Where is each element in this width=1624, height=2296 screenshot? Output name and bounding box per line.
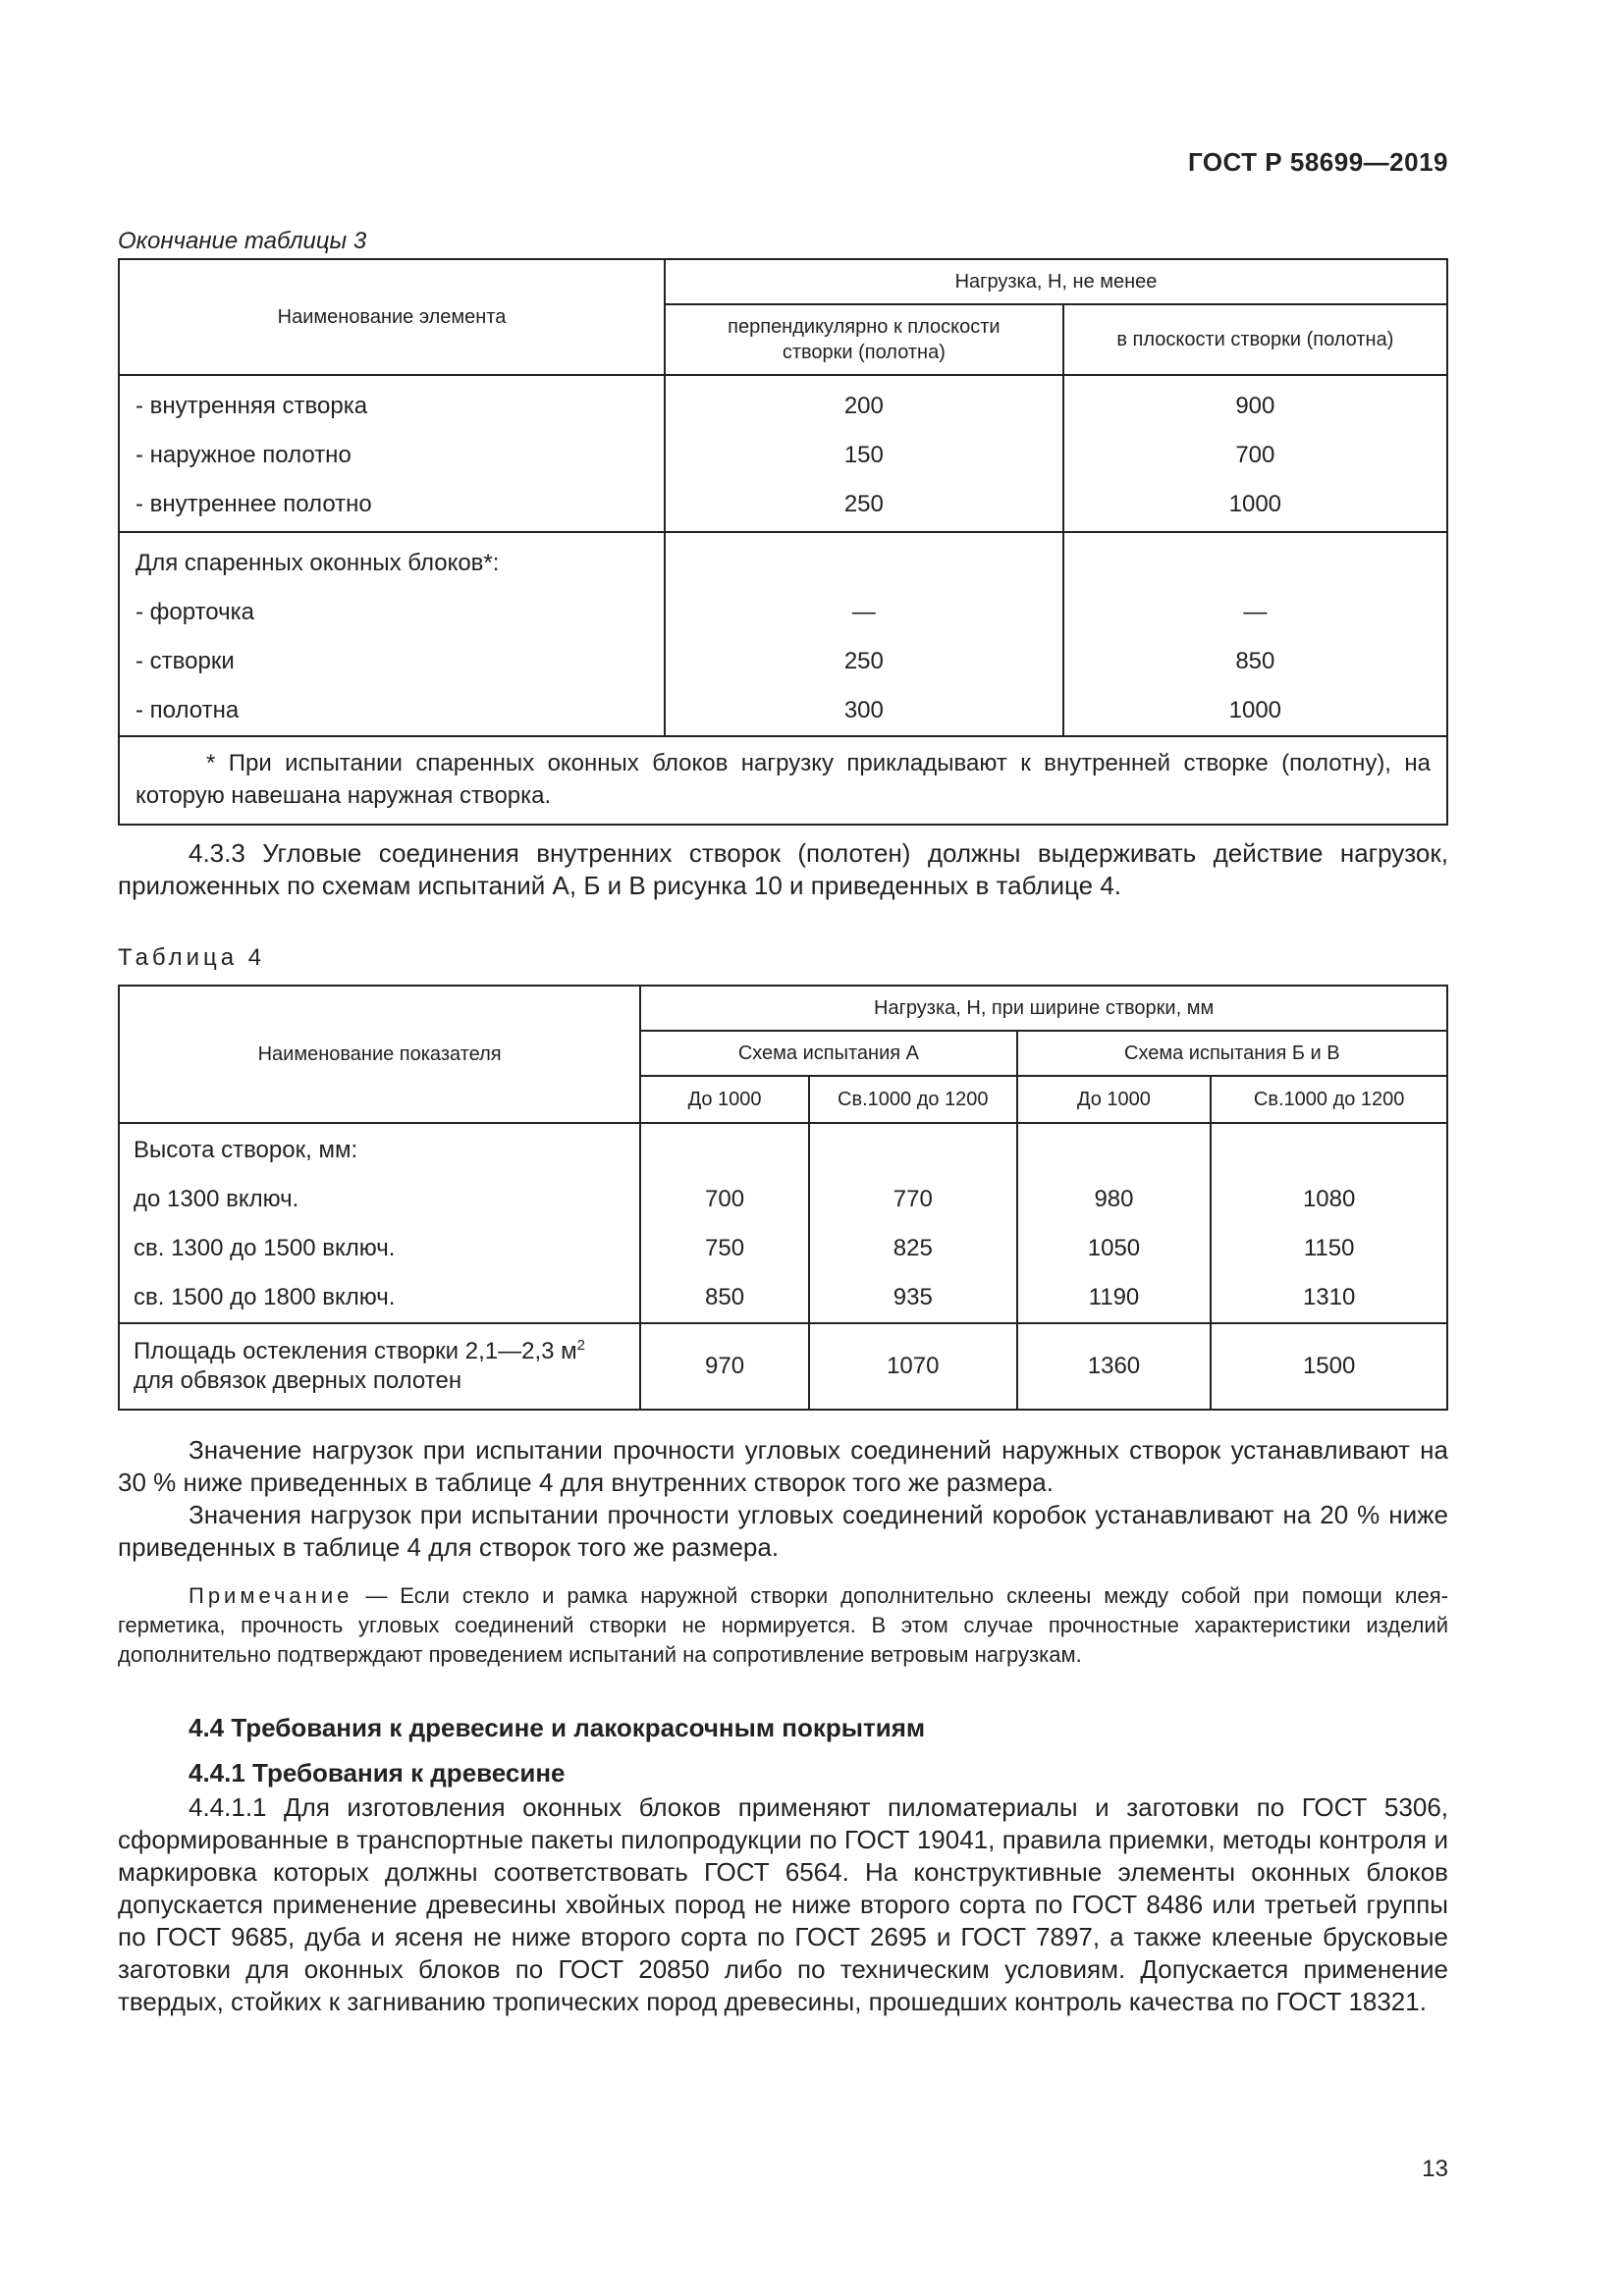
note-label: Примечание <box>189 1583 353 1608</box>
t3-cell-plane: — <box>1243 599 1268 625</box>
t3-cell-plane: 1000 <box>1228 491 1282 517</box>
t3-cell-perp: 150 <box>843 442 884 468</box>
t3-row-name: - внутреннее полотно <box>135 491 372 517</box>
t3-header-perp: перпендикулярно к плоскости створки (полотна) <box>665 304 1063 375</box>
t3-cell-perp: 200 <box>843 393 884 419</box>
t4-header-name: Наименование показателя <box>119 986 640 1123</box>
t3-group-1 <box>119 375 1447 532</box>
t4-row-name: св. 1300 до 1500 включ. <box>134 1235 396 1261</box>
t4-cell: 970 <box>640 1323 809 1410</box>
t4-cell: 1070 <box>809 1323 1017 1410</box>
t4-cell: 1080 <box>1302 1186 1356 1212</box>
t3-row-name: - наружное полотно <box>135 442 352 468</box>
t3-row-name: - створки <box>135 648 235 674</box>
standard-header: ГОСТ Р 58699—2019 <box>1187 147 1448 177</box>
table3-caption: Окончание таблицы 3 <box>118 228 367 254</box>
t3-cell-plane: 850 <box>1235 648 1275 674</box>
t4-header-scheme-a: Схема испытания А <box>640 1031 1016 1076</box>
t4-glazing-label-2: для обвязок дверных полотен <box>134 1367 462 1394</box>
section-4-4-1-heading: 4.4.1 Требования к древесине <box>189 1758 566 1788</box>
t4-height-group <box>119 1123 1447 1323</box>
t3-cell-plane: 900 <box>1235 393 1275 419</box>
t4-header-load: Нагрузка, Н, при ширине створки, мм <box>640 986 1447 1031</box>
t4-subheader: До 1000 <box>640 1076 809 1123</box>
t4-row-name: до 1300 включ. <box>134 1186 299 1212</box>
t3-cell-plane: 1000 <box>1228 697 1282 723</box>
t3-cell-perp: 250 <box>843 491 884 517</box>
paragraph-frames: Значения нагрузок при испытании прочности угловых соединений коробок устанавливают на 20 % ниже приведенных в таблице 4 для створок того же размера. <box>118 1500 1448 1562</box>
section-4-4-heading: 4.4 Требования к древесине и лакокрасочным покрытиям <box>189 1713 926 1742</box>
t4-cell: 1360 <box>1017 1323 1212 1410</box>
t4-cell: 825 <box>893 1235 933 1261</box>
t4-group-title: Высота створок, мм: <box>134 1137 358 1163</box>
table-3 <box>118 258 1448 826</box>
t4-cell: 770 <box>893 1186 933 1212</box>
t4-glazing-label: Площадь остекления створки 2,1—2,3 м <box>134 1338 577 1364</box>
t3-row-name: - внутренняя створка <box>135 393 368 419</box>
t3-row-name: - форточка <box>135 599 254 625</box>
t4-header-scheme-bv: Схема испытания Б и В <box>1017 1031 1447 1076</box>
t3-group-title: Для спаренных оконных блоков*: <box>135 550 500 576</box>
t3-cell-plane: 700 <box>1235 442 1275 468</box>
t4-glazing-row <box>119 1323 1447 1410</box>
t4-cell: 1150 <box>1303 1235 1355 1261</box>
page-number: 13 <box>1422 2156 1448 2182</box>
t3-group-2 <box>119 532 1447 736</box>
t4-glazing-sup: 2 <box>576 1337 585 1354</box>
note <box>118 1581 1448 1670</box>
t4-cell: 750 <box>705 1235 745 1261</box>
note-text: — Если стекло и рамка наружной створки дополнительно склеены между собой при помощи клея-герметика, прочность угловых соединений створки не нормируется. В этом случае прочностные характеристики изделий дополнительно подтверждают проведением испытаний на сопротивление ветровым нагрузкам. <box>118 1583 1448 1667</box>
t3-header-name: Наименование элемента <box>119 259 665 375</box>
table4-caption: Таблица 4 <box>118 944 266 971</box>
t3-cell-perp: 300 <box>843 697 884 723</box>
t3-row-name: - полотна <box>135 697 240 723</box>
t4-subheader: Св.1000 до 1200 <box>1211 1076 1447 1123</box>
t4-cell: 700 <box>705 1186 745 1212</box>
t4-cell: 1500 <box>1211 1323 1447 1410</box>
t3-cell-perp: 250 <box>843 648 884 674</box>
t4-cell: 1050 <box>1087 1235 1141 1261</box>
paragraph-4-3-3: 4.3.3 Угловые соединения внутренних створок (полотен) должны выдерживать действие нагрузок, приложенных по схемам испытаний А, Б и В рисунка 10 и приведенных в таблице 4. <box>118 838 1448 900</box>
t4-cell: 850 <box>705 1284 745 1310</box>
t4-cell: 935 <box>893 1284 933 1310</box>
t4-subheader: До 1000 <box>1017 1076 1212 1123</box>
t4-subheader: Св.1000 до 1200 <box>809 1076 1017 1123</box>
t3-cell-perp: — <box>851 599 876 625</box>
table-4 <box>118 985 1448 1411</box>
t4-cell: 980 <box>1094 1186 1134 1212</box>
t4-cell: 1310 <box>1302 1284 1356 1310</box>
t3-footnote: * При испытании спаренных оконных блоков нагрузку прикладывают к внутренней створке (полотну), на которую навешана наружная створка. <box>119 736 1447 825</box>
paragraph-4-4-1-1: 4.4.1.1 Для изготовления оконных блоков применяют пиломатериалы и заготовки по ГОСТ 5306, сформированные в транспортные пакеты пилопродукции по ГОСТ 19041, правила приемки, методы контроля и маркировка которых должны соответствовать ГОСТ 6564. На конструктивные элементы оконных блоков допускается применение древесины хвойных пород не ниже второго сорта по ГОСТ 8486 или третьей группы по ГОСТ 9685, дуба и ясеня не ниже второго сорта по ГОСТ 2695 и ГОСТ 7897, а также клееные брусковые заготовки для оконных блоков по ГОСТ 20850 либо по техническим условиям. Допускается применение твердых, стойких к загниванию тропических пород древесины, прошедших контроль качества по ГОСТ 18321. <box>118 1792 1448 2016</box>
t4-row-name: св. 1500 до 1800 включ. <box>134 1284 396 1310</box>
t3-header-plane: в плоскости створки (полотна) <box>1063 304 1447 375</box>
t3-header-load: Нагрузка, Н, не менее <box>665 259 1447 304</box>
t4-cell: 1190 <box>1088 1284 1140 1310</box>
paragraph-outer-sashes: Значение нагрузок при испытании прочности угловых соединений наружных створок устанавливают на 30 % ниже приведенных в таблице 4 для внутренних створок того же размера. <box>118 1435 1448 1497</box>
